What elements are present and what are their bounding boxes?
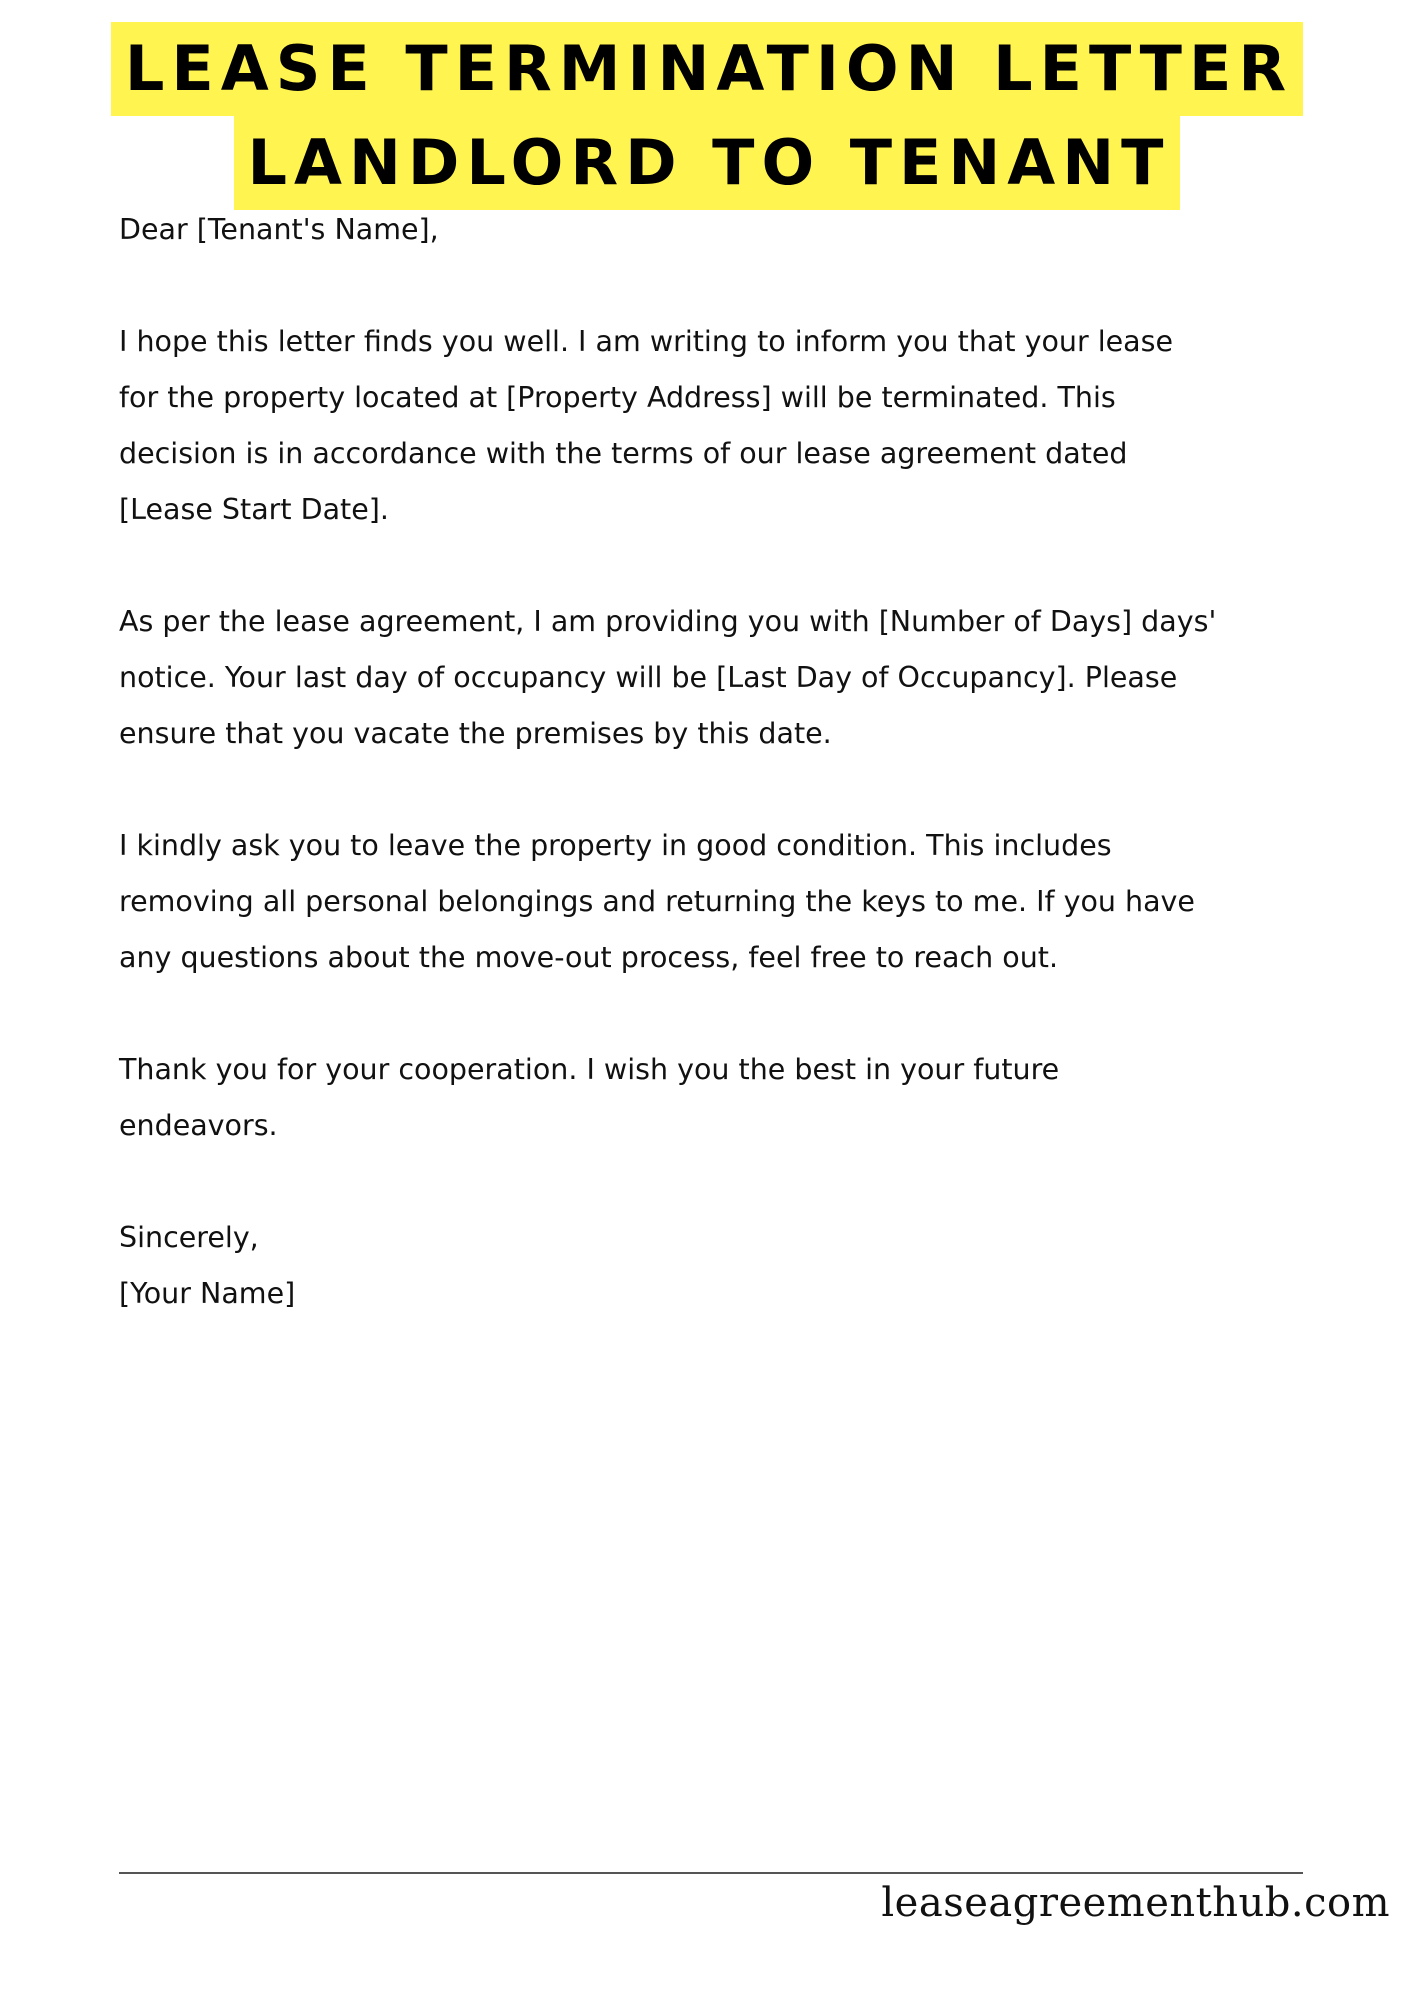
letter-body [119, 202, 1319, 1322]
title-line-2: LANDLORD TO TENANT [234, 116, 1181, 210]
paragraph-line: endeavors. [119, 1109, 278, 1142]
paragraph-line: Thank you for your cooperation. I wish you the best in your future [119, 1053, 1060, 1086]
paragraph-line: As per the lease agreement, I am providing you with [Number of Days] days' [119, 605, 1217, 638]
paragraph-line: I kindly ask you to leave the property in good condition. This includes [119, 829, 1112, 862]
paragraph-condition [119, 818, 1319, 986]
footer-divider [119, 1872, 1303, 1874]
closing-text: Sincerely, [119, 1221, 259, 1254]
paragraph-intro [119, 314, 1319, 538]
paragraph-line: ensure that you vacate the premises by this date. [119, 717, 832, 750]
salutation: Dear [Tenant's Name], [119, 213, 439, 246]
paragraph-line: any questions about the move-out process, feel free to reach out. [119, 941, 1059, 974]
closing-block [119, 1210, 1319, 1322]
paragraph-thanks [119, 1042, 1319, 1154]
paragraph-line: for the property located at [Property Address] will be terminated. This [119, 381, 1116, 414]
document-title [0, 22, 1414, 210]
paragraph-line: removing all personal belongings and returning the keys to me. If you have [119, 885, 1195, 918]
paragraph-line: decision is in accordance with the terms of our lease agreement dated [119, 437, 1128, 470]
paragraph-notice [119, 594, 1319, 762]
paragraph-line: [Lease Start Date]. [119, 493, 389, 526]
paragraph-line: notice. Your last day of occupancy will be [Last Day of Occupancy]. Please [119, 661, 1178, 694]
signature-name: [Your Name] [119, 1277, 296, 1310]
paragraph-line: I hope this letter finds you well. I am writing to inform you that your lease [119, 325, 1174, 358]
footer-website: leaseagreementhub.com [881, 1880, 1390, 1926]
title-line-1: LEASE TERMINATION LETTER [111, 22, 1303, 116]
